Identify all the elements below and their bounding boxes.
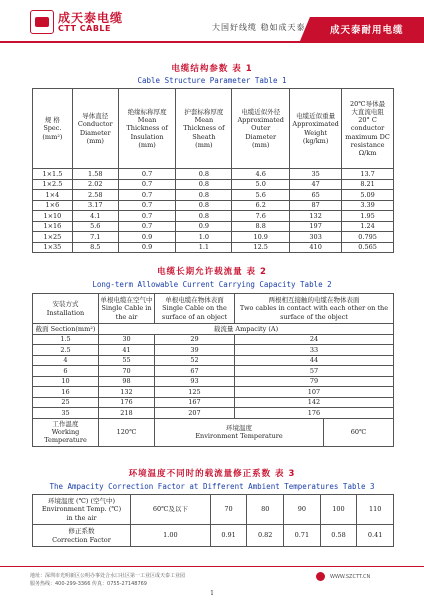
table-cell: 67 — [155, 366, 235, 377]
table-cell: 8.5 — [72, 242, 118, 253]
table-cell: 0.7 — [118, 211, 176, 222]
table-row — [33, 366, 394, 377]
table-row — [33, 179, 394, 190]
table-cell: 132 — [290, 211, 342, 222]
table1-title-en: Cable Structure Parameter Table 1 — [137, 76, 287, 85]
table-cell: 87 — [290, 200, 342, 211]
cell-text-line: Single Cable on the surface of an object — [161, 304, 228, 321]
cell-text-line: Ω/km — [358, 148, 377, 157]
table-cell: 107 — [235, 387, 394, 398]
table-cell: 0.7 — [118, 200, 176, 211]
table-cell: 0.91 — [210, 525, 247, 547]
table-cell: 0.9 — [176, 221, 232, 232]
globe-icon — [316, 572, 325, 581]
cell-text-line: (mm) — [195, 140, 213, 149]
cell-text-line: 工作温度 — [52, 419, 79, 428]
table-cell: 0.71 — [284, 525, 321, 547]
table-cell: 0.8 — [176, 169, 232, 180]
table-cell: 410 — [290, 242, 342, 253]
table-cell: 4.1 — [72, 211, 118, 222]
cell-text-line: (mm) — [86, 136, 104, 145]
table1-header-row — [33, 89, 394, 169]
cell-text-line: (mm²) — [42, 132, 63, 141]
cell-text-line: Thickness of — [183, 124, 225, 133]
table-row — [33, 169, 394, 180]
cell-text-line: 20° C — [358, 116, 377, 125]
table-row — [33, 334, 394, 345]
cell-text-line: 20℃导体最 — [350, 100, 386, 109]
table-cell: 0.8 — [176, 200, 232, 211]
table-cell: 132 — [99, 387, 155, 398]
table-cell: 1.5 — [33, 334, 99, 345]
table-cell: 70 — [99, 366, 155, 377]
cell-text-line: 单根电缆在空气中 — [100, 296, 153, 305]
table-cell: 39 — [155, 345, 235, 356]
table-cell: 1×1.5 — [33, 169, 73, 180]
table-cell: 110 — [357, 495, 394, 525]
table-cell: 41 — [99, 345, 155, 356]
table-row — [33, 397, 394, 408]
single-air-header — [99, 294, 155, 324]
table-cell: 90 — [284, 495, 321, 525]
table-cell: 303 — [290, 232, 342, 243]
section-label: 截面 Section(mm²) — [33, 324, 99, 335]
cell-text-line: Environment Temperature — [195, 432, 283, 440]
correction-factor-label — [33, 525, 131, 547]
table-cell: 33 — [235, 345, 394, 356]
table-cell: 1×10 — [33, 211, 73, 222]
table-cell: 70 — [210, 495, 247, 525]
table-cell: 1.0 — [176, 232, 232, 243]
cell-text-line: 电缆近似重量 — [296, 112, 336, 121]
table-cell: 35 — [290, 169, 342, 180]
table-cell: 167 — [155, 397, 235, 408]
cell-text-line: Single Cable in the air — [101, 304, 152, 321]
cell-text-line: Conductor — [77, 120, 113, 129]
table-cell: 176 — [235, 408, 394, 419]
table-cell: 100 — [320, 495, 357, 525]
cell-text-line: 单根电缆在物体表面 — [165, 296, 224, 305]
table3-title-cn: 环境温度不同时的载流量修正系数 表 3 — [128, 469, 296, 479]
cell-text-line: Sheath — [192, 132, 216, 141]
footer-divider — [0, 566, 424, 567]
factor-row — [33, 525, 394, 547]
table-row — [33, 387, 394, 398]
table3-title-en: The Ampacity Correction Factor at Different Ambient Temperatures Table 3 — [49, 482, 375, 491]
cell-text-line: (mm) — [138, 140, 156, 149]
table-cell: 1.58 — [72, 169, 118, 180]
col-diameter-header — [232, 89, 290, 169]
correction-factor-table — [32, 494, 394, 547]
env-temp-value: 60℃ — [324, 418, 394, 446]
table-cell: 44 — [235, 355, 394, 366]
single-surface-header — [155, 294, 235, 324]
table-cell: 2.02 — [72, 179, 118, 190]
table-cell: 0.7 — [118, 190, 176, 201]
table1-title-cn: 电缆结构参数 表 1 — [171, 64, 253, 74]
cell-text-line: 两根相互接触的电缆在物体表面 — [268, 296, 360, 305]
cell-text-line: Spec. — [43, 124, 62, 133]
table-cell: 142 — [235, 397, 394, 408]
table-cell: 80 — [247, 495, 284, 525]
cell-text-line: Installation — [46, 308, 85, 317]
table-cell: 6.2 — [232, 200, 290, 211]
col-insulation-header — [118, 89, 176, 169]
table-cell: 0.41 — [357, 525, 394, 547]
cell-text-line: 绝缘标称厚度 — [127, 108, 167, 117]
cell-text-line: 导体直径 — [82, 112, 109, 121]
table-cell: 6 — [33, 366, 99, 377]
table-cell: 35 — [33, 408, 99, 419]
table-cell: 93 — [155, 376, 235, 387]
table-cell: 0.9 — [118, 242, 176, 253]
col-spec-header — [33, 89, 73, 169]
table-row — [33, 355, 394, 366]
table-row — [33, 232, 394, 243]
cell-text-line: conductor — [350, 124, 385, 133]
install-header — [33, 294, 99, 324]
cell-text-line: Two cables in contact with each other on the surface of the object — [239, 304, 389, 321]
temperature-row — [33, 495, 394, 525]
page-number: 1 — [210, 590, 214, 597]
cell-text-line: in the air — [66, 513, 97, 522]
footer-website[interactable]: WWW.SZCTT.CN — [330, 574, 371, 580]
header-divider — [0, 41, 424, 43]
slogan: 大国好线缆 稳如成天泰 — [212, 23, 306, 32]
table-cell: 0.8 — [176, 179, 232, 190]
header-band-text: 成天泰耐用电缆 — [330, 25, 404, 36]
table-cell: 1×2.5 — [33, 179, 73, 190]
cell-text-line: 安装方式 — [52, 300, 79, 309]
table-cell: 30 — [99, 334, 155, 345]
table-cell: 47 — [290, 179, 342, 190]
cell-text-line: Approximated — [237, 116, 284, 125]
cell-text-line: Weight — [304, 128, 328, 137]
table-cell: 207 — [155, 408, 235, 419]
table-cell: 5.09 — [342, 190, 394, 201]
brand-name-cn: 成天泰电缆 — [58, 11, 124, 25]
cell-text-line: Working Temperature — [44, 427, 87, 445]
table-cell: 0.565 — [342, 242, 394, 253]
col-conductor-header — [72, 89, 118, 169]
ctt-logo-icon — [30, 10, 54, 34]
table-cell: 55 — [99, 355, 155, 366]
page-header — [0, 0, 424, 42]
table-cell: 125 — [155, 387, 235, 398]
table-cell: 57 — [235, 366, 394, 377]
table-cell: 3.39 — [342, 200, 394, 211]
table-row — [33, 242, 394, 253]
table-cell: 0.795 — [342, 232, 394, 243]
table-row — [33, 376, 394, 387]
cell-text-line: Mean — [194, 116, 214, 125]
table-cell: 1.00 — [131, 525, 211, 547]
table-cell: 12.5 — [232, 242, 290, 253]
footer-address: 地址：深圳市光明新区公明办事处合水口社区第一工业区成天泰工业园 — [30, 573, 186, 579]
table-cell: 0.58 — [320, 525, 357, 547]
table-cell: 0.8 — [176, 190, 232, 201]
env-temp-label — [155, 418, 324, 446]
table-cell: 1.1 — [176, 242, 232, 253]
table-row — [33, 190, 394, 201]
ampacity-table — [32, 293, 394, 447]
col-resistance-header — [342, 89, 394, 169]
table-cell: 16 — [33, 387, 99, 398]
table-cell: 98 — [99, 376, 155, 387]
cell-text-line: Thickness of — [126, 124, 168, 133]
table-cell: 176 — [99, 397, 155, 408]
table-cell: 0.9 — [118, 232, 176, 243]
cell-text-line: (mm) — [252, 140, 270, 149]
env-temp-label — [33, 495, 131, 525]
table-cell: 24 — [235, 334, 394, 345]
table-cell: 197 — [290, 221, 342, 232]
table-cell: 5.0 — [232, 179, 290, 190]
table-cell: 13.7 — [342, 169, 394, 180]
table-cell: 52 — [155, 355, 235, 366]
table-cell: 0.82 — [247, 525, 284, 547]
table-row — [33, 221, 394, 232]
col-sheath-header — [176, 89, 232, 169]
cell-text-line: Diameter — [245, 132, 277, 141]
table2-title-en: Long-term Allowable Current Carrying Capacity Table 2 — [92, 280, 332, 289]
cell-text-line: Environment Temp. (℃) — [41, 505, 122, 514]
table-cell: 4 — [33, 355, 99, 366]
cell-text-line: 规 格 — [44, 116, 60, 125]
table-cell: 0.7 — [118, 179, 176, 190]
col-weight-header — [290, 89, 342, 169]
table-cell: 1×25 — [33, 232, 73, 243]
table-row — [33, 408, 394, 419]
table-cell: 5.6 — [232, 190, 290, 201]
table-cell: 5.6 — [72, 221, 118, 232]
table-cell: 1.24 — [342, 221, 394, 232]
cell-text-line: 护套标称厚度 — [184, 108, 224, 117]
brand-name-en: CTT CABLE — [58, 24, 111, 33]
work-temp-label — [33, 418, 99, 446]
cell-text-line: (kg/km) — [302, 136, 329, 145]
table2-header-row — [33, 294, 394, 324]
cell-text-line: 电缆近似外径 — [241, 108, 281, 117]
table-cell: 65 — [290, 190, 342, 201]
table-cell: 1.95 — [342, 211, 394, 222]
ampacity-label: 载流量 Ampacity (A) — [99, 324, 394, 335]
table-cell: 10 — [33, 376, 99, 387]
work-temp-value: 120℃ — [99, 418, 155, 446]
table-cell: 25 — [33, 397, 99, 408]
cell-text-line: 大直流电阻 — [351, 108, 384, 117]
cell-text-line: 修正系数 — [68, 527, 95, 536]
table-row — [33, 345, 394, 356]
table-cell: 1×16 — [33, 221, 73, 232]
cell-text-line: Outer — [251, 124, 271, 133]
table-cell: 2.58 — [72, 190, 118, 201]
table-cell: 8.8 — [232, 221, 290, 232]
table-cell: 8.21 — [342, 179, 394, 190]
table-cell: 79 — [235, 376, 394, 387]
table-row — [33, 211, 394, 222]
footer-phones: 服务热线：400-299-3366 传真：0755-27148769 — [30, 581, 147, 587]
table-cell: 7.1 — [72, 232, 118, 243]
table-cell: 0.8 — [176, 211, 232, 222]
table-cell: 1×4 — [33, 190, 73, 201]
two-cables-header — [235, 294, 394, 324]
table2-title-cn: 电缆长期允许载流量 表 2 — [157, 267, 267, 277]
cell-text-line: Mean — [137, 116, 157, 125]
table-cell: 218 — [99, 408, 155, 419]
cell-text-line: Approximated — [292, 120, 339, 129]
temperature-row — [33, 418, 394, 446]
section-label-row — [33, 324, 394, 335]
table-cell: 1×6 — [33, 200, 73, 211]
cell-text-line: Diameter — [79, 128, 111, 137]
table-cell: 4.6 — [232, 169, 290, 180]
table-cell: 60℃及以下 — [131, 495, 211, 525]
table-cell: 0.7 — [118, 221, 176, 232]
table-cell: 7.6 — [232, 211, 290, 222]
table-cell: 10.9 — [232, 232, 290, 243]
table-cell: 1×35 — [33, 242, 73, 253]
cable-structure-table — [32, 88, 394, 253]
table-cell: 2.5 — [33, 345, 99, 356]
cell-text-line: 环境温度 (℃) (空气中) — [47, 497, 116, 506]
table-cell: 0.7 — [118, 169, 176, 180]
table-cell: 29 — [155, 334, 235, 345]
table-cell: 3.17 — [72, 200, 118, 211]
cell-text-line: 环境温度 — [226, 423, 252, 432]
cell-text-line: resistance — [350, 140, 385, 149]
cell-text-line: maximum DC — [345, 132, 390, 141]
cell-text-line: Insulation — [130, 132, 164, 141]
table-row — [33, 200, 394, 211]
cell-text-line: Correction Factor — [52, 535, 111, 544]
